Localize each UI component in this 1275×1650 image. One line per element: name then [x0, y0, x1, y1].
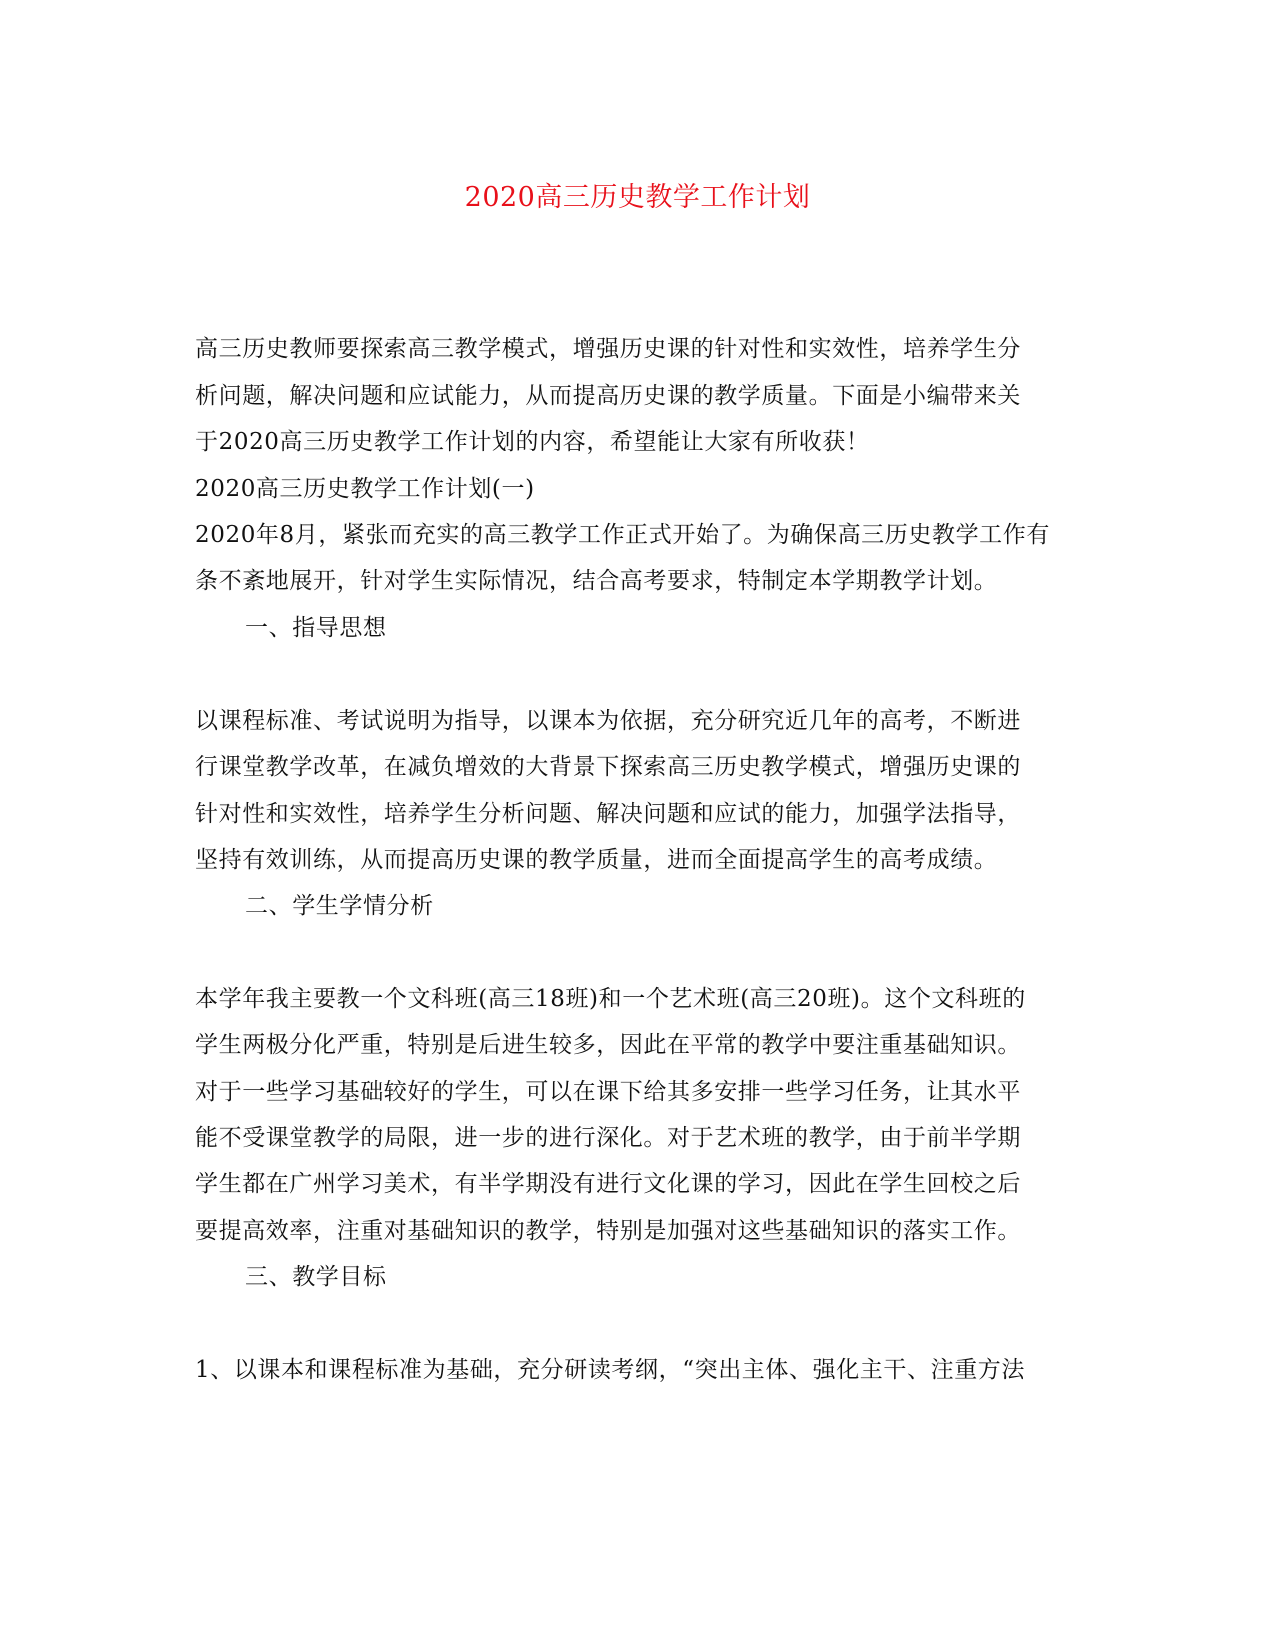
paragraph-line: 1、以课本和课程标准为基础，充分研读考纲，“突出主体、强化主干、注重方法 — [195, 1357, 1025, 1383]
paragraph-line: 针对性和实效性，培养学生分析问题、解决问题和应试的能力，加强学法指导， — [195, 801, 1021, 827]
paragraph-line: 能不受课堂教学的局限，进一步的进行深化。对于艺术班的教学，由于前半学期 — [195, 1125, 1021, 1151]
paragraph-line: 对于一些学习基础较好的学生，可以在课下给其多安排一些学习任务，让其水平 — [195, 1079, 1021, 1105]
paragraph-line: 学生两极分化严重，特别是后进生较多，因此在平常的教学中要注重基础知识。 — [195, 1032, 1021, 1058]
paragraph-line: 要提高效率，注重对基础知识的教学，特别是加强对这些基础知识的落实工作。 — [195, 1218, 1021, 1244]
paragraph-line: 以课程标准、考试说明为指导，以课本为依据，充分研究近几年的高考，不断进 — [195, 708, 1021, 734]
section-subtitle: 2020高三历史教学工作计划(一) — [195, 476, 535, 502]
paragraph-line: 行课堂教学改革，在减负增效的大背景下探索高三历史教学模式，增强历史课的 — [195, 754, 1021, 780]
paragraph-line: 析问题，解决问题和应试能力，从而提高历史课的教学质量。下面是小编带来关 — [195, 383, 1021, 409]
paragraph-line: 2020年8月，紧张而充实的高三教学工作正式开始了。为确保高三历史教学工作有 — [195, 522, 1050, 548]
paragraph-line: 于2020高三历史教学工作计划的内容，希望能让大家有所收获！ — [195, 429, 870, 455]
paragraph-line: 高三历史教师要探索高三教学模式，增强历史课的针对性和实效性，培养学生分 — [195, 336, 1021, 362]
paragraph-line: 条不紊地展开，针对学生实际情况，结合高考要求，特制定本学期教学计划。 — [195, 568, 998, 594]
section-heading: 一、指导思想 — [245, 615, 387, 641]
paragraph-line: 坚持有效训练，从而提高历史课的教学质量，进而全面提高学生的高考成绩。 — [195, 847, 998, 873]
section-heading: 二、学生学情分析 — [245, 893, 434, 919]
paragraph-line: 本学年我主要教一个文科班(高三18班)和一个艺术班(高三20班)。这个文科班的 — [195, 986, 1026, 1012]
document-title: 2020高三历史教学工作计划 — [464, 182, 811, 213]
paragraph-line: 学生都在广州学习美术，有半学期没有进行文化课的学习，因此在学生回校之后 — [195, 1171, 1021, 1197]
section-heading: 三、教学目标 — [245, 1264, 387, 1290]
